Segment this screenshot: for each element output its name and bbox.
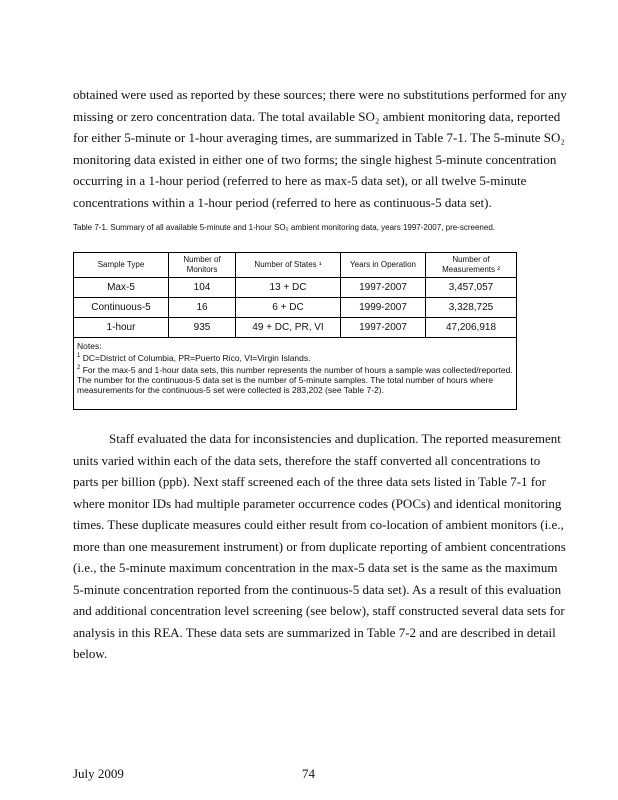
paragraph-2 <box>73 428 568 665</box>
note-2: $^2$ For the max-5 and 1-hour data sets, this number represents the number of hours a sample was collected/reported. The number for the continuous-5 data set is the number of 5-minute samples. The total number of hours where measurements for the continuous-5 set were collected is 283,202 (see Table 7-2). <box>77 364 513 395</box>
paragraph-1-text: obtained were used as reported by these sources; there were no substitutions performed for any missing or zero concentration data. The total available SO₂ ambient monitoring data, reported for either 5-minute or 1-hour averaging times, are summarized in Table 7-1. The 5-minute SO₂ monitoring data existed in either one of two forms; the single highest 5-minute concentration occurring in a 1-hour period (referred to here as max-5 data set), or all twelve 5-minute concentrations within a 1-hour period (referred to here as continuous-5 data set). <box>73 87 567 210</box>
note-2-text: For the max-5 and 1-hour data sets, this number represents the number of hours a sample was collected/reported. The number for the continuous-5 data set is the number of 5-minute samples. The total number of hours where measurements for the continuous-5 set were collected is 283,202 (see Table 7-2). <box>77 364 513 395</box>
footer-date: July 2009 <box>73 766 124 781</box>
paragraph-2-text: Staff evaluated the data for inconsistencies and duplication. The reported measurement units varied within each of the data sets, therefore the staff converted all concentrations to parts per billion (ppb). Next staff screened each of the three data sets listed in Table 7-1 for where monitor IDs had multiple parameter occurrence codes (POCs) and identical monitoring times. These duplicate measures could either result from co-location of ambient monitors (i.e., more than one measurement instrument) or from duplicate reporting of ambient concentrations (i.e., the 5-minute maximum concentration in the max-5 data set is the same as the maximum 5-minute concentration reported from the continuous-5 data set). As a result of this evaluation and additional concentration level screening (see below), staff constructed several data sets for analysis in this REA. These data sets are summarized in Table 7-2 and are described in detail below. <box>73 431 566 661</box>
page-number: 74 <box>302 766 315 781</box>
cell: 16 <box>169 298 236 318</box>
header-measurements: Number of Measurements ² <box>426 253 517 278</box>
cell: 3,457,057 <box>426 278 517 298</box>
header-years: Years in Operation <box>341 253 426 278</box>
table-row <box>74 298 516 318</box>
table-caption: Table 7-1. Summary of all available 5-minute and 1-hour SO₂ ambient monitoring data, years 1997-2007, pre-screened. <box>73 223 495 232</box>
summary-table <box>73 252 517 410</box>
header-states: Number of States ¹ <box>236 253 341 278</box>
cell: 1997-2007 <box>341 318 426 338</box>
table-notes <box>74 337 516 409</box>
note-1-text: DC=District of Columbia, PR=Puerto Rico, VI=Virgin Islands. <box>82 352 311 363</box>
header-sample-type: Sample Type <box>97 260 145 269</box>
note-1: $^1$ DC=District of Columbia, PR=Puerto Rico, VI=Virgin Islands. <box>77 352 311 363</box>
cell: Continuous-5 <box>74 298 169 318</box>
cell: 3,328,725 <box>426 298 517 318</box>
cell: 1-hour <box>74 318 169 338</box>
cell: 6 + DC <box>236 298 341 318</box>
cell: 935 <box>169 318 236 338</box>
cell: 47,206,918 <box>426 318 517 338</box>
cell: 104 <box>169 278 236 298</box>
paragraph-1 <box>73 84 568 213</box>
cell: 1999-2007 <box>341 298 426 318</box>
table-row <box>74 318 516 338</box>
table-row <box>74 278 516 298</box>
cell: 13 + DC <box>236 278 341 298</box>
cell: 49 + DC, PR, VI <box>236 318 341 338</box>
notes-label: Notes: <box>77 341 102 351</box>
cell: Max-5 <box>74 278 169 298</box>
table-header-row <box>74 253 516 278</box>
cell: 1997-2007 <box>341 278 426 298</box>
header-monitors: Number of Monitors <box>169 253 236 278</box>
